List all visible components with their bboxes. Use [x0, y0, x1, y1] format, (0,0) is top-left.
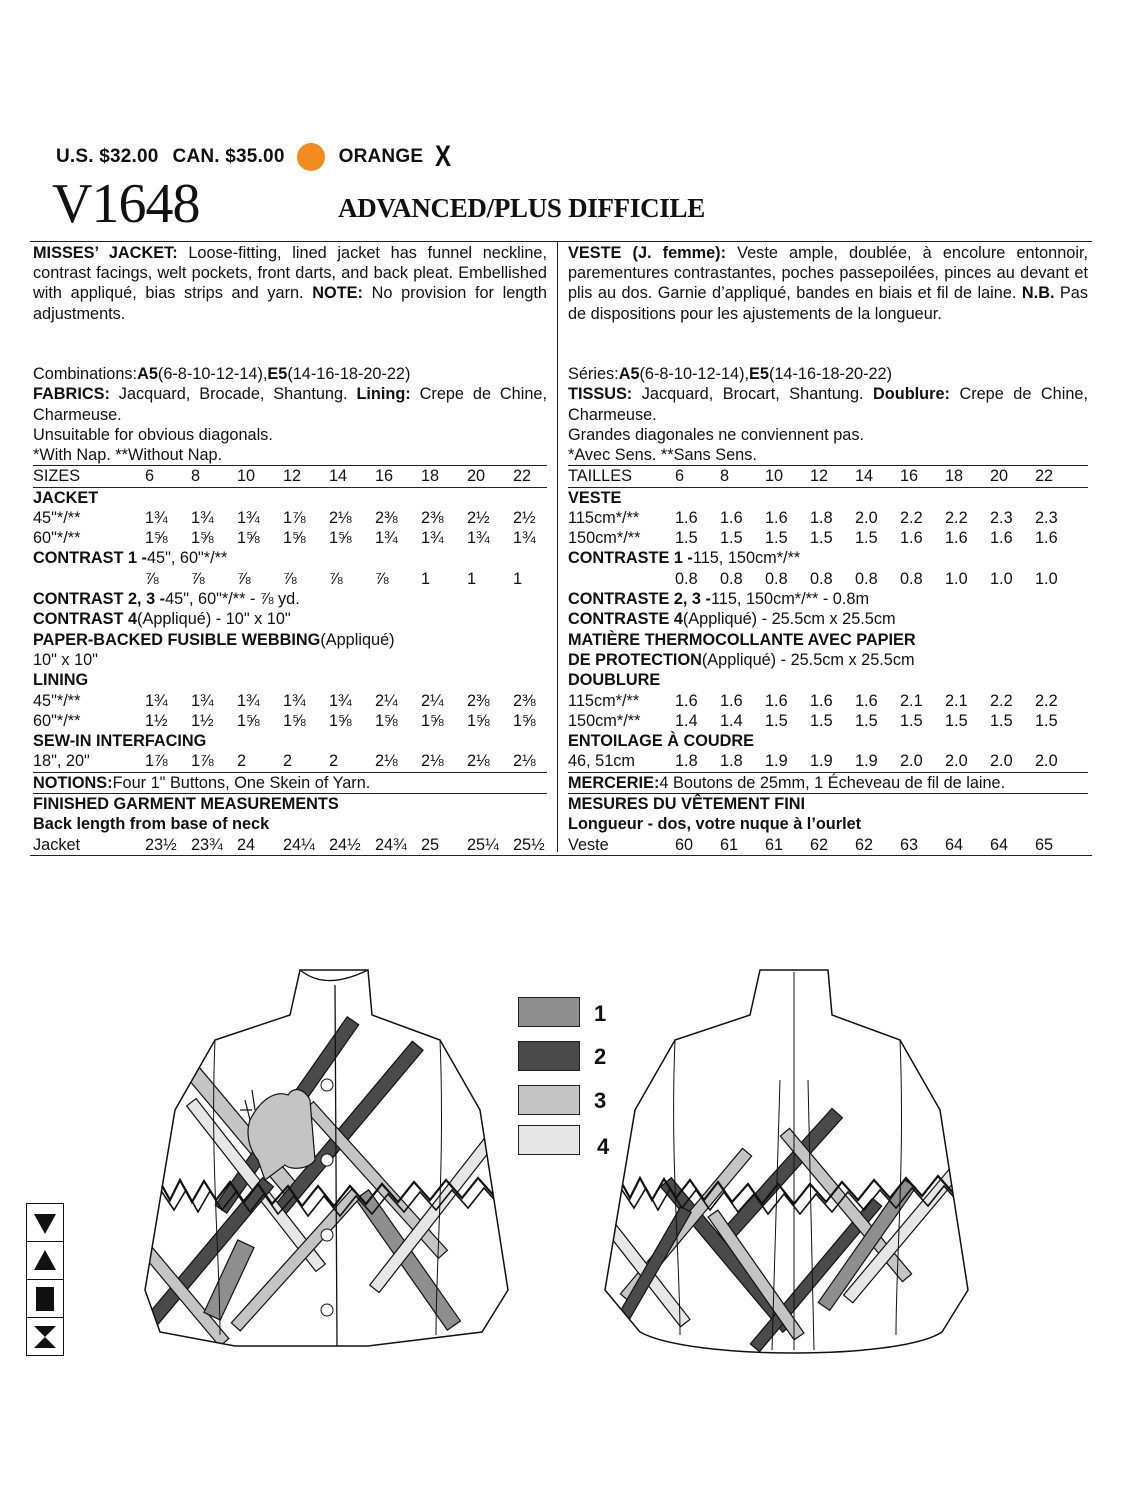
square-icon	[26, 1279, 64, 1317]
veste-115-row: 115cm*/** 1.6 1.6 1.6 1.8 2.0 2.2 2.2 2.3 2.3	[568, 508, 1058, 527]
legend-swatch-3	[518, 1085, 580, 1115]
unsuitable-note-fr: Grandes diagonales ne conviennent pas.	[568, 425, 864, 444]
contrast1-heading: CONTRAST 1 - 45", 60"*/**	[33, 549, 228, 568]
top-rule	[30, 241, 1092, 242]
tissus: TISSUS: Jacquard, Brocart, Shantung. Doublure: Crepe de Chine, Charmeuse.	[568, 385, 1088, 424]
legend-label-1: 1	[594, 1001, 607, 1026]
color-label: ORANGE	[338, 146, 424, 167]
contrast23: CONTRAST 2, 3 - 45", 60"*/** - ⅞ yd.	[33, 590, 300, 609]
lining-60-row: 60"*/** 1½ 1½ 1⅝ 1⅝ 1⅝ 1⅝ 1⅝ 1⅝ 1⅝	[33, 711, 536, 730]
price-line	[56, 140, 453, 174]
finished-heading: FINISHED GARMENT MEASUREMENTS	[33, 795, 339, 814]
jacket-heading: JACKET	[33, 488, 99, 507]
description: MISSES’ JACKET: Loose-fitting, lined jacket has funnel neckline, contrast facings, welt pockets, front darts, and back pleat. Embellished with appliqué, bias strips and yarn. NOTE: No provision for length adjustments.	[33, 244, 547, 323]
nap-note-fr: *Avec Sens. **Sans Sens.	[568, 445, 1088, 466]
legend-swatch-1	[518, 997, 580, 1027]
back-length-heading-fr: Longueur - dos, votre nuque à l’ourlet	[568, 815, 862, 834]
fusible-heading: PAPER-BACKED FUSIBLE WEBBING (Appliqué)	[33, 630, 395, 649]
legend-swatch-2	[518, 1041, 580, 1071]
back-length-row-fr: Veste 60 61 61 62 62 63 64 64 65	[568, 835, 1054, 854]
nap-note: *With Nap. **Without Nap.	[33, 445, 547, 466]
description-fr: VESTE (J. femme): Veste ample, doublée, à encolure entonnoir, parementures contrastantes, poches passepoilées, pinces au devant et plis au dos. Garnie d’appliqué, bandes en biais et fil de laine. N.B. Pas de dispositions pour les ajustements de la longueur.	[568, 244, 1088, 323]
contraste23: CONTRASTE 2, 3 - 115, 150cm*/** - 0.8m	[568, 590, 870, 609]
back-length-row: Jacket 23½ 23¾ 24 24¼ 24½ 24¾ 25 25¼ 25½	[33, 835, 545, 854]
notions: NOTIONS: Four 1" Buttons, One Skein of Yarn.	[33, 773, 547, 794]
jacket-45-row: 45"*/** 1¾ 1¾ 1¾ 1⅞ 2⅛ 2⅜ 2⅜ 2½ 2½	[33, 508, 536, 527]
up-triangle-icon	[26, 1241, 64, 1279]
fusible-line2-fr: DE PROTECTION (Appliqué) - 25.5cm x 25.5cm	[568, 650, 915, 669]
tailles-row: TAILLES 6 8 10 12 14 16 18 20 22	[568, 466, 1088, 487]
back-length-heading: Back length from base of neck	[33, 815, 270, 834]
interfacing-row: 18", 20" 1⅞ 1⅞ 2 2 2 2⅛ 2⅛ 2⅛ 2⅛	[33, 751, 547, 772]
fabrics: FABRICS: Jacquard, Brocade, Shantung. Lining: Crepe de Chine, Charmeuse.	[33, 385, 547, 424]
contrast1-row: ⅞ ⅞ ⅞ ⅞ ⅞ ⅞ 1 1 1	[145, 569, 523, 588]
difficulty-level: ADVANCED/PLUS DIFFICILE	[338, 193, 705, 223]
fusible-size: 10" x 10"	[33, 650, 98, 669]
finished-heading-fr: MESURES DU VÊTEMENT FINI	[568, 795, 806, 814]
back-jacket-illustration	[600, 960, 985, 1380]
legend-label-3: 3	[594, 1088, 607, 1113]
sizes-row: SIZES 6 8 10 12 14 16 18 20 22	[33, 466, 547, 487]
french-column	[568, 243, 1088, 855]
legend-swatch-4	[518, 1125, 580, 1155]
legend-label-4: 4	[597, 1134, 610, 1159]
series: Séries: A5 (6-8-10-12-14), E5 (14-16-18-20-22)	[568, 365, 893, 383]
doublure-heading: DOUBLURE	[568, 671, 661, 690]
interfacing-heading: SEW-IN INTERFACING	[33, 732, 207, 751]
veste-150-row: 150cm*/** 1.5 1.5 1.5 1.5 1.5 1.6 1.6 1.6 1.6	[568, 529, 1058, 548]
unsuitable-note: Unsuitable for obvious diagonals.	[33, 425, 273, 444]
bottom-rule	[30, 855, 1092, 856]
orange-dot-icon	[297, 143, 325, 171]
lining-heading: LINING	[33, 671, 89, 690]
contraste1-row: 0.8 0.8 0.8 0.8 0.8 0.8 1.0 1.0 1.0	[675, 569, 1058, 588]
lining-45-row: 45"*/** 1¾ 1¾ 1¾ 1¾ 1¾ 2¼ 2¼ 2⅜ 2⅜	[33, 691, 536, 710]
contrast4: CONTRAST 4 (Appliqué) - 10" x 10"	[33, 610, 291, 629]
contraste1-heading: CONTRASTE 1 - 115, 150cm*/**	[568, 549, 801, 568]
legend-label-2: 2	[594, 1044, 607, 1069]
entoilage-heading: ENTOILAGE À COUDRE	[568, 732, 755, 751]
price-us: U.S. $32.00	[56, 146, 159, 167]
mercerie: MERCERIE: 4 Boutons de 25mm, 1 Écheveau de fil de laine.	[568, 773, 1088, 794]
hourglass-icon	[26, 1317, 64, 1356]
doublure-115-row: 115cm*/** 1.6 1.6 1.6 1.6 1.6 2.1 2.1 2.2 2.2	[568, 691, 1058, 710]
x-mark: X	[435, 140, 452, 173]
entoilage-row: 46, 51cm 1.8 1.8 1.9 1.9 1.9 2.0 2.0 2.0 2.0	[568, 751, 1088, 772]
jacket-60-row: 60"*/** 1⅝ 1⅝ 1⅝ 1⅝ 1⅝ 1¾ 1¾ 1¾ 1¾	[33, 529, 536, 548]
down-triangle-icon	[26, 1203, 64, 1241]
front-jacket-illustration	[140, 960, 525, 1380]
symbol-column	[26, 1203, 64, 1356]
contraste4: CONTRASTE 4 (Appliqué) - 25.5cm x 25.5cm	[568, 610, 896, 629]
english-column	[33, 243, 547, 855]
veste-heading: VESTE	[568, 488, 622, 507]
pattern-code: V1648	[52, 173, 200, 235]
fusible-heading-fr: MATIÈRE THERMOCOLLANTE AVEC PAPIER	[568, 630, 916, 649]
doublure-150-row: 150cm*/** 1.4 1.4 1.5 1.5 1.5 1.5 1.5 1.5 1.5	[568, 711, 1058, 730]
price-can: CAN. $35.00	[172, 146, 285, 167]
combinations: Combinations: A5 (6-8-10-12-14), E5 (14-16-18-20-22)	[33, 365, 411, 383]
